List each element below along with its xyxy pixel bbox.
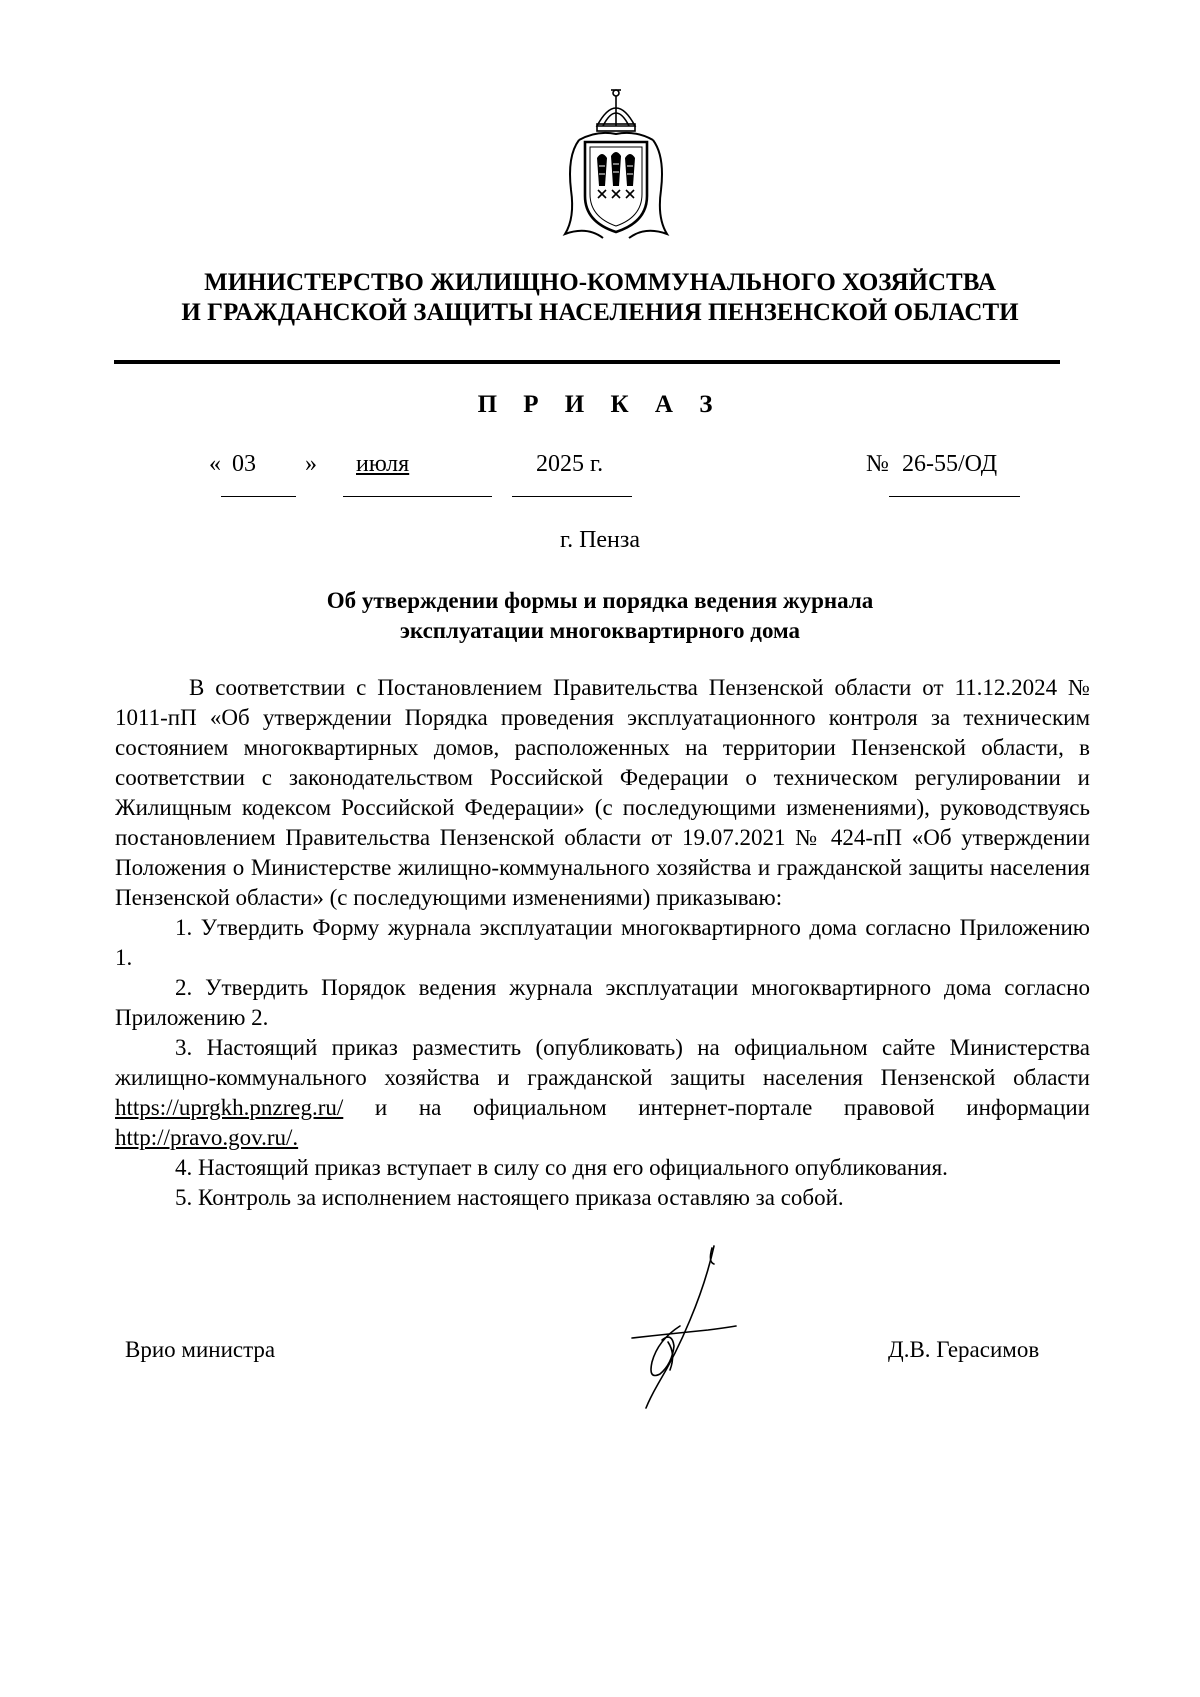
order-item-1: 1. Утвердить Форму журнала эксплуатации многоквартирного дома согласно Приложению 1. (115, 915, 1090, 970)
order-item-3 (115, 1033, 1090, 1153)
date-quote-open: « (209, 451, 221, 477)
date-quote-close: » (305, 451, 317, 477)
pravo-portal-link[interactable]: http://pravo.gov.ru/. (115, 1125, 299, 1150)
signatory-position: Врио министра (125, 1337, 276, 1362)
ministry-site-link[interactable]: https://uprgkh.pnzreg.ru/ (115, 1095, 344, 1120)
number-underline (889, 496, 1020, 497)
order-body (115, 673, 1090, 1213)
order-year: 2025 г. (536, 451, 604, 477)
order-number: 26-55/ОД (902, 451, 998, 477)
order-item-4: 4. Настоящий приказ вступает в силу со дня его официального опубликования. (175, 1155, 948, 1180)
month-underline (343, 496, 492, 497)
order-item-5: 5. Контроль за исполнением настоящего приказа оставляю за собой. (175, 1185, 844, 1210)
coat-of-arms-icon (557, 86, 675, 242)
order-title: П Р И К А З (477, 391, 723, 418)
order-city: г. Пенза (559, 527, 641, 553)
header-divider (114, 360, 1060, 364)
subject-line-2: эксплуатации многоквартирного дома (399, 618, 801, 643)
day-underline (221, 496, 296, 497)
subject-line-1: Об утверждении формы и порядка ведения журнала (326, 588, 874, 613)
signatory-name: Д.В. Герасимов (888, 1337, 1040, 1362)
item-3-text-middle: и на официальном интернет-портале правовой информации (343, 1095, 1090, 1120)
year-underline (512, 496, 632, 497)
ministry-name-line-1: МИНИСТЕРСТВО ЖИЛИЩНО-КОММУНАЛЬНОГО ХОЗЯЙСТВА (204, 269, 996, 296)
order-month: июля (356, 451, 410, 477)
item-3-text-start: 3. Настоящий приказ разместить (опубликовать) на официальном сайте Министерства жилищно-коммунального хозяйства и гражданской защиты населения Пензенской области (115, 1035, 1090, 1090)
preamble-paragraph: В соответствии с Постановлением Правительства Пензенской области от 11.12.2024 № 1011-пП «Об утверждении Порядка проведения эксплуатационного контроля за техническим состоянием многоквартирных домов, расположенных на территории Пензенской области, в соответствии с законодательством Российской Федерации о техническом регулировании и Жилищным кодексом Российской Федерации» (с последующими изменениями), руководствуясь постановлением Правительства Пензенской области от 19.07.2021 № 424-пП «Об утверждении Положения о Министерстве жилищно-коммунального хозяйства и гражданской защиты населения Пензенской области» (с последующими изменениями) приказываю: (115, 675, 1090, 910)
handwritten-signature-icon (628, 1242, 738, 1412)
order-day: 03 (232, 451, 256, 477)
ministry-name-line-2: И ГРАЖДАНСКОЙ ЗАЩИТЫ НАСЕЛЕНИЯ ПЕНЗЕНСКОЙ ОБЛАСТИ (181, 299, 1019, 326)
order-number-label: № (866, 451, 889, 477)
order-item-2: 2. Утвердить Порядок ведения журнала эксплуатации многоквартирного дома согласно Приложению 2. (115, 975, 1090, 1030)
